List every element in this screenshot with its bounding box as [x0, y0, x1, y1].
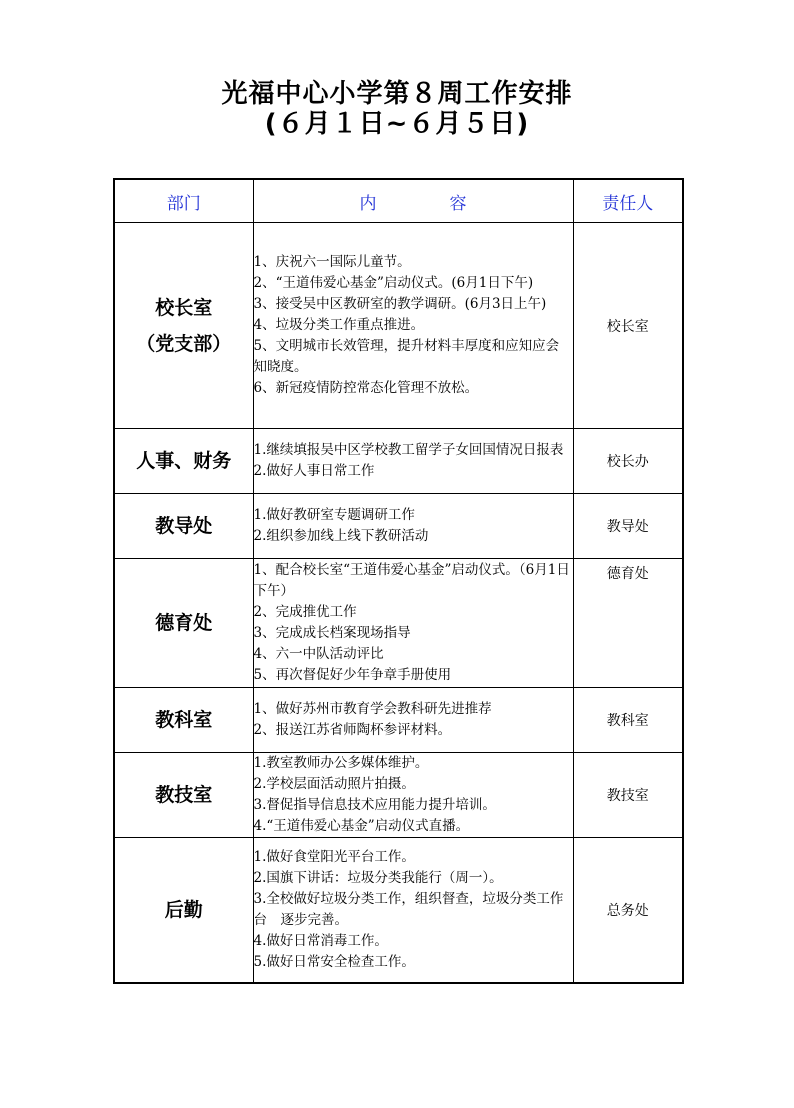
list-item: 6、新冠疫情防控常态化管理不放松。	[253, 380, 479, 396]
schedule-table	[113, 178, 684, 984]
table-row	[114, 753, 683, 838]
table-row	[114, 688, 683, 753]
owner-cell: 总务处	[573, 838, 683, 984]
dept-subname: （党支部）	[136, 332, 232, 355]
table-row	[114, 838, 683, 984]
list-item: 1、做好苏州市教育学会教科研先进推荐	[253, 701, 492, 717]
owner-cell: 校长办	[573, 429, 683, 494]
dept-cell: 德育处	[114, 559, 253, 688]
owner-cell: 教导处	[573, 494, 683, 559]
header-dept: 部门	[114, 179, 253, 223]
header-owner: 责任人	[573, 179, 683, 223]
table-row	[114, 223, 683, 429]
list-item: 5.做好日常安全检查工作。	[253, 954, 415, 970]
list-item: 5、文明城市长效管理，提升材料丰厚度和应知应会知晓度。	[253, 338, 560, 375]
list-item: 4、垃圾分类工作重点推进。	[253, 317, 425, 333]
list-item: 3.督促指导信息技术应用能力提升培训。	[253, 797, 496, 813]
dept-cell: 教科室	[114, 688, 253, 753]
list-item: 5、再次督促好少年争章手册使用	[253, 667, 452, 683]
list-item: 1.做好教研室专题调研工作	[253, 507, 415, 523]
list-item: 4.做好日常消毒工作。	[253, 933, 388, 949]
list-item: 1.教室教师办公多媒体维护。	[253, 755, 429, 771]
list-item: 2.组织参加线上线下教研活动	[253, 528, 429, 544]
table-row	[114, 429, 683, 494]
list-item: 4.“王道伟爱心基金”启动仪式直播。	[253, 818, 470, 834]
table-header-row	[114, 179, 683, 223]
table-row	[114, 494, 683, 559]
document-title: 光福中心小学第８周工作安排	[221, 79, 573, 109]
items-cell	[253, 688, 573, 753]
items-cell	[253, 429, 573, 494]
list-item: 2.国旗下讲话：垃圾分类我能行（周一）。	[253, 870, 503, 886]
list-item: 3.全校做好垃圾分类工作，组织督查，垃圾分类工作台 逐步完善。	[253, 891, 564, 928]
dept-cell	[114, 223, 253, 429]
items-cell	[253, 753, 573, 838]
items-cell	[253, 223, 573, 429]
list-item: 2.学校层面活动照片拍摄。	[253, 776, 415, 792]
items-cell	[253, 838, 573, 984]
list-item: 2、“王道伟爱心基金”启动仪式。(6月1日下午)	[253, 275, 534, 291]
owner-cell: 校长室	[573, 223, 683, 429]
list-item: 1.做好食堂阳光平台工作。	[253, 849, 415, 865]
owner-cell: 教技室	[573, 753, 683, 838]
list-item: 3、接受吴中区教研室的教学调研。(6月3日上午)	[253, 296, 547, 312]
list-item: 2.做好人事日常工作	[253, 463, 375, 479]
dept-cell: 人事、财务	[114, 429, 253, 494]
items-cell	[253, 494, 573, 559]
owner-cell: 教科室	[573, 688, 683, 753]
table-row	[114, 559, 683, 688]
list-item: 1.继续填报吴中区学校教工留学子女回国情况日报表	[253, 442, 564, 458]
dept-cell: 教导处	[114, 494, 253, 559]
owner-cell: 德育处	[573, 559, 683, 688]
list-item: 2、报送江苏省师陶杯参评材料。	[253, 722, 452, 738]
dept-name: 校长室	[155, 296, 213, 319]
list-item: 4、六一中队活动评比	[253, 646, 384, 662]
dept-cell: 教技室	[114, 753, 253, 838]
list-item: 3、完成成长档案现场指导	[253, 625, 411, 641]
document-date-range: (６月１日~６月５日)	[264, 109, 530, 139]
header-content: 内 容	[253, 179, 573, 223]
items-cell	[253, 559, 573, 688]
list-item: 1、配合校长室“王道伟爱心基金”启动仪式。（6月1日下午）	[253, 562, 570, 599]
list-item: 1、庆祝六一国际儿童节。	[253, 254, 411, 270]
dept-cell: 后勤	[114, 838, 253, 984]
list-item: 2、完成推优工作	[253, 604, 357, 620]
